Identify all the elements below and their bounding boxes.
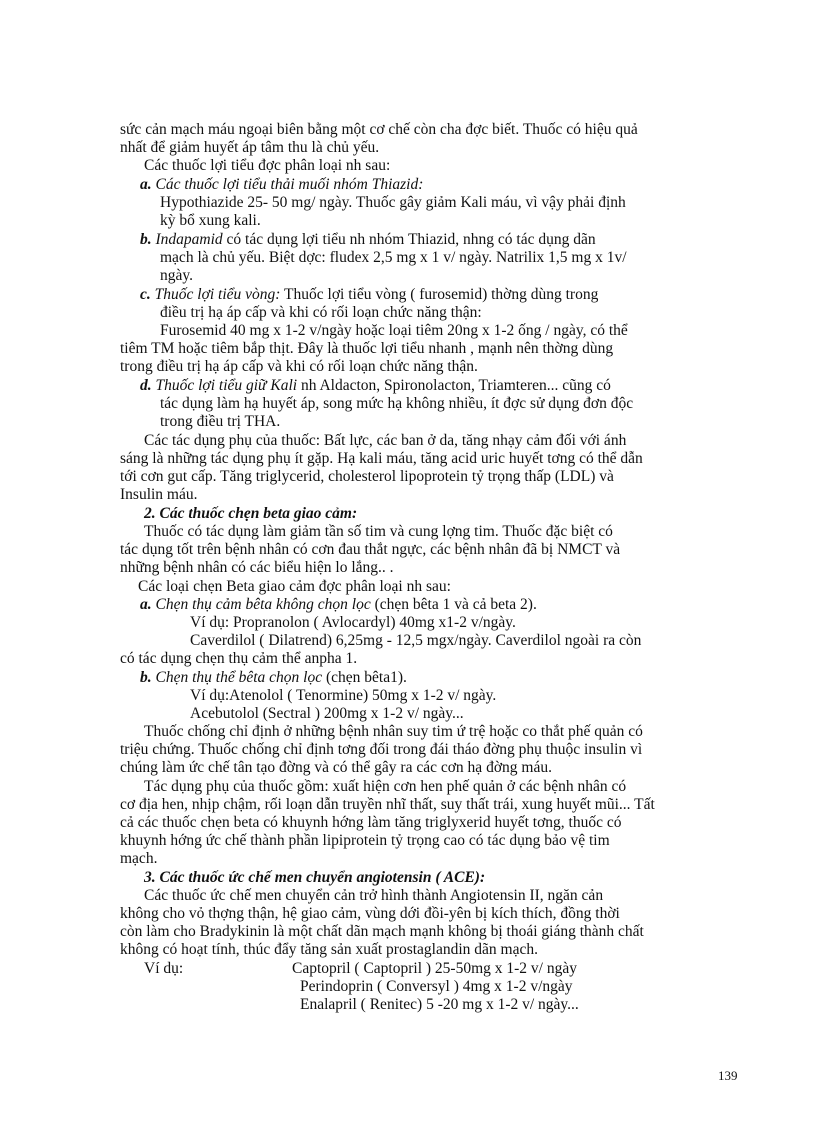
list-marker: b. — [140, 669, 152, 686]
text-line: tác dụng tốt trên bệnh nhân có cơn đau thắt ngực, các bệnh nhân đã bị NMCT và — [120, 541, 621, 558]
subheading-text: Chẹn thụ cảm bêta không chọn lọc — [155, 596, 371, 613]
text-line — [140, 231, 596, 248]
text-line: tới cơn gut cấp. Tăng triglycerid, cholesterol lipoprotein tỷ trọng thấp (LDL) và — [120, 468, 614, 485]
text-line: cơ địa hen, nhịp chậm, rối loạn dẫn truyền nhĩ thất, suy thất trái, xung huyết mũi... Tất — [120, 796, 655, 813]
text-line: không cho vỏ thợng thận, hệ giao cảm, vùng dới đồi-yên bị kích thích, đồng thời — [120, 905, 620, 922]
page-number: 139 — [718, 1068, 738, 1083]
text-line — [140, 377, 611, 394]
text-span: nh Aldacton, Spironolacton, Triamteren... cũng có — [300, 377, 611, 394]
text-line: ngày. — [160, 267, 193, 284]
text-line: Perindoprin ( Conversyl ) 4mg x 1-2 v/ngày — [300, 978, 573, 995]
text-span: có tác dụng lợi tiểu nh nhóm Thiazid, nhng có tác dụng dãn — [226, 231, 596, 248]
text-line: khuynh hớng ức chế thành phần lipiprotein tỷ trọng cao có tác dụng bảo vệ tim — [120, 832, 610, 849]
subheading-a — [140, 176, 423, 193]
text-line: tiêm TM hoặc tiêm bắp thịt. Đây là thuốc lợi tiểu nhanh , mạnh nên thờng dùng — [120, 340, 614, 357]
drug-name: Indapamid — [155, 231, 223, 248]
text-line: Enalapril ( Renitec) 5 -20 mg x 1-2 v/ ngày... — [300, 996, 579, 1013]
section-title: Các thuốc chẹn beta giao cảm: — [159, 505, 358, 522]
text-span: (chẹn bêta 1 và cả beta 2). — [374, 596, 537, 613]
list-marker: b. — [140, 231, 152, 248]
text-line: Các thuốc ức chế men chuyển cản trở hình thành Angiotensin II, ngăn cản — [144, 887, 604, 904]
section-heading-3 — [144, 869, 485, 886]
text-line: mạch. — [120, 850, 158, 867]
list-marker: a. — [140, 596, 152, 613]
text-line: Thuốc có tác dụng làm giảm tần số tim và cung lợng tim. Thuốc đặc biệt có — [144, 523, 613, 540]
text-span: (chẹn bêta1). — [325, 669, 407, 686]
subheading-text: Chẹn thụ thể bêta chọn lọc — [155, 669, 323, 686]
text-line: tác dụng làm hạ huyết áp, song mức hạ không nhiều, ít đợc sử dụng đơn độc — [160, 395, 634, 412]
text-line: mạch là chủ yếu. Biệt dợc: fludex 2,5 mg x 1 v/ ngày. Natrilix 1,5 mg x 1v/ — [160, 249, 627, 266]
text-line: trong điều trị THA. — [160, 413, 281, 430]
text-line: Captopril ( Captopril ) 25-50mg x 1-2 v/ ngày — [292, 960, 577, 977]
section-title: Các thuốc ức chế men chuyển angiotensin ( ACE): — [159, 869, 486, 886]
example-label: Ví dụ: — [144, 960, 184, 977]
section-number: 3. — [144, 869, 156, 886]
text-line: trong điều trị hạ áp cấp và khi có rối loạn chức năng thận. — [120, 358, 478, 375]
text-line: Ví dụ:Atenolol ( Tenormine) 50mg x 1-2 v/ ngày. — [190, 687, 497, 704]
text-line: những bệnh nhân có các biểu hiện lo lắng.. . — [120, 559, 394, 576]
text-line: Các tác dụng phụ của thuốc: Bất lực, các ban ở da, tăng nhạy cảm đối với ánh — [144, 432, 627, 449]
text-line: Hypothiazide 25- 50 mg/ ngày. Thuốc gây giảm Kali máu, vì vậy phải định — [160, 194, 626, 211]
text-line — [140, 286, 598, 303]
text-line: Ví dụ: Propranolon ( Avlocardyl) 40mg x1-2 v/ngày. — [190, 614, 516, 631]
text-line: Thuốc chống chỉ định ở những bệnh nhân suy tim ứ trệ hoặc co thắt phế quản có — [144, 723, 643, 740]
text-line: Furosemid 40 mg x 1-2 v/ngày hoặc loại tiêm 20ng x 1-2 ống / ngày, có thể — [160, 322, 628, 339]
text-span: Thuốc lợi tiểu vòng ( furosemid) thờng dùng trong — [284, 286, 599, 303]
section-number: 2. — [144, 505, 156, 522]
text-line: Các thuốc lợi tiểu đợc phân loại nh sau: — [144, 157, 391, 174]
text-line: Các loại chẹn Beta giao cảm đợc phân loại nh sau: — [138, 578, 451, 595]
subheading-text: Thuốc lợi tiểu vòng: — [154, 286, 281, 303]
text-line: triệu chứng. Thuốc chống chỉ định tơng đối trong đái tháo đờng phụ thuộc insulin vì — [120, 741, 643, 758]
text-line: cả các thuốc chẹn beta có khuynh hớng làm tăng triglyxerid huyết tơng, thuốc có — [120, 814, 622, 831]
text-line: không có hoạt tính, thúc đẩy tăng sản xuất prostaglandin dãn mạch. — [120, 941, 538, 958]
text-line: sức cản mạch máu ngoại biên bằng một cơ chế còn cha đợc biết. Thuốc có hiệu quả — [120, 121, 638, 138]
text-line: Caverdilol ( Dilatrend) 6,25mg - 12,5 mgx/ngày. Caverdilol ngoài ra còn — [190, 632, 642, 649]
list-marker: a. — [140, 176, 152, 193]
text-line: sáng là những tác dụng phụ ít gặp. Hạ kali máu, tăng acid uric huyết tơng có thể dẫn — [120, 450, 643, 467]
subheading-text: Các thuốc lợi tiểu thải muối nhóm Thiazid: — [155, 176, 424, 193]
text-line — [140, 596, 537, 613]
text-line: nhất để giảm huyết áp tâm thu là chủ yếu. — [120, 139, 380, 156]
text-line: kỳ bổ xung kali. — [160, 212, 261, 229]
subheading-text: Thuốc lợi tiểu giữ Kali — [155, 377, 298, 394]
list-marker: c. — [140, 286, 151, 303]
text-line: có tác dụng chẹn thụ cảm thể anpha 1. — [120, 650, 358, 667]
list-marker: d. — [140, 377, 152, 394]
text-line: còn làm cho Bradykinin là một chất dãn mạch mạnh không bị thoái giáng thành chất — [120, 923, 644, 940]
text-line: Acebutolol (Sectral ) 200mg x 1-2 v/ ngày... — [190, 705, 464, 722]
text-line: Tác dụng phụ của thuốc gồm: xuất hiện cơn hen phế quản ở các bệnh nhân có — [144, 778, 627, 795]
text-line: điều trị hạ áp cấp và khi có rối loạn chức năng thận: — [160, 304, 482, 321]
text-line: Insulin máu. — [120, 486, 198, 503]
text-line: chúng làm ức chế tân tạo đờng và có thể gây ra các cơn hạ đờng máu. — [120, 759, 552, 776]
text-line — [140, 669, 407, 686]
section-heading-2 — [144, 505, 357, 522]
